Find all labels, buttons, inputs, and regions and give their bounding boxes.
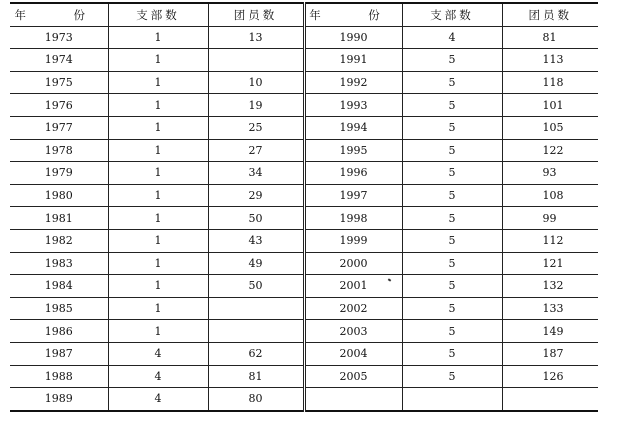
branches-cell: 5 — [402, 229, 502, 252]
members-cell: 122 — [502, 139, 598, 162]
table-row — [10, 71, 598, 94]
branches-cell: 1 — [108, 207, 208, 230]
members-cell: 27 — [208, 139, 304, 162]
members-cell: 50 — [208, 207, 304, 230]
year-cell: 1974 — [10, 49, 108, 72]
table-row — [10, 229, 598, 252]
members-cell: 113 — [502, 49, 598, 72]
members-cell: 108 — [502, 184, 598, 207]
header-members-left: 团员数 — [208, 3, 304, 26]
members-cell — [208, 320, 304, 343]
members-cell: 34 — [208, 162, 304, 185]
year-cell: 1994 — [304, 116, 402, 139]
table-row — [10, 26, 598, 49]
header-branches-left: 支部数 — [108, 3, 208, 26]
year-cell: 2003 — [304, 320, 402, 343]
branches-cell: 5 — [402, 184, 502, 207]
table-row — [10, 388, 598, 411]
year-cell: 1999 — [304, 229, 402, 252]
branches-cell: 1 — [108, 252, 208, 275]
branches-cell: 1 — [108, 162, 208, 185]
members-cell: 80 — [208, 388, 304, 411]
year-cell: 1973 — [10, 26, 108, 49]
year-cell: 1998 — [304, 207, 402, 230]
table-row — [10, 342, 598, 365]
branches-cell: 5 — [402, 342, 502, 365]
members-cell: 81 — [208, 365, 304, 388]
branches-cell: 1 — [108, 49, 208, 72]
branches-cell: 4 — [108, 388, 208, 411]
year-cell: 1983 — [10, 252, 108, 275]
table-row — [10, 139, 598, 162]
year-cell: 1997 — [304, 184, 402, 207]
branches-cell: 4 — [108, 365, 208, 388]
table-row — [10, 252, 598, 275]
members-cell: 187 — [502, 342, 598, 365]
table-row — [10, 184, 598, 207]
members-cell — [502, 388, 598, 411]
year-cell: 2005 — [304, 365, 402, 388]
members-cell: 118 — [502, 71, 598, 94]
branches-cell: 5 — [402, 207, 502, 230]
table-row — [10, 94, 598, 117]
branches-cell: 5 — [402, 365, 502, 388]
table-row — [10, 116, 598, 139]
year-cell: 1982 — [10, 229, 108, 252]
members-cell: 126 — [502, 365, 598, 388]
year-cell: 1986 — [10, 320, 108, 343]
branches-cell: 1 — [108, 229, 208, 252]
header-members-right: 团员数 — [502, 3, 598, 26]
members-cell — [208, 49, 304, 72]
header-year-right: 年 份 — [304, 3, 402, 26]
table-header-row — [10, 3, 598, 26]
year-cell: 1977 — [10, 116, 108, 139]
header-branches-right: 支部数 — [402, 3, 502, 26]
table-row — [10, 320, 598, 343]
year-cell: 1979 — [10, 162, 108, 185]
branches-cell: 1 — [108, 297, 208, 320]
members-cell: 62 — [208, 342, 304, 365]
members-cell: 132 — [502, 275, 598, 298]
year-cell: 2001 — [304, 275, 402, 298]
table-row — [10, 207, 598, 230]
branches-cell: 1 — [108, 184, 208, 207]
year-cell: 1991 — [304, 49, 402, 72]
branches-cell: 1 — [108, 116, 208, 139]
members-cell: 101 — [502, 94, 598, 117]
branches-cell: 1 — [108, 94, 208, 117]
year-cell: 1988 — [10, 365, 108, 388]
members-cell: 112 — [502, 229, 598, 252]
year-cell: 1990 — [304, 26, 402, 49]
branches-cell: 5 — [402, 320, 502, 343]
branches-cell: 1 — [108, 26, 208, 49]
year-cell: 1987 — [10, 342, 108, 365]
branches-cell: 5 — [402, 71, 502, 94]
year-cell: 1975 — [10, 71, 108, 94]
table-row — [10, 365, 598, 388]
year-cell: 2004 — [304, 342, 402, 365]
branches-cell: 1 — [108, 320, 208, 343]
year-cell: 1976 — [10, 94, 108, 117]
year-cell: 1980 — [10, 184, 108, 207]
members-cell: 29 — [208, 184, 304, 207]
branches-cell: 5 — [402, 116, 502, 139]
members-cell: 13 — [208, 26, 304, 49]
year-cell: 1995 — [304, 139, 402, 162]
members-cell: 105 — [502, 116, 598, 139]
branches-cell: 5 — [402, 252, 502, 275]
header-year-left: 年 份 — [10, 3, 108, 26]
branches-cell: 5 — [402, 139, 502, 162]
members-cell: 149 — [502, 320, 598, 343]
members-cell: 133 — [502, 297, 598, 320]
members-cell: 50 — [208, 275, 304, 298]
year-cell: 1992 — [304, 71, 402, 94]
branches-cell: 5 — [402, 94, 502, 117]
members-cell: 10 — [208, 71, 304, 94]
branches-cell: 5 — [402, 49, 502, 72]
year-cell: 1996 — [304, 162, 402, 185]
table-row — [10, 297, 598, 320]
table-row — [10, 275, 598, 298]
league-statistics-table — [10, 2, 598, 412]
branches-cell: 4 — [108, 342, 208, 365]
table-row — [10, 162, 598, 185]
branches-cell: 5 — [402, 275, 502, 298]
table-row — [10, 49, 598, 72]
branches-cell: 5 — [402, 162, 502, 185]
members-cell — [208, 297, 304, 320]
members-cell: 19 — [208, 94, 304, 117]
branches-cell: 1 — [108, 139, 208, 162]
year-cell: 2000 — [304, 252, 402, 275]
members-cell: 121 — [502, 252, 598, 275]
members-cell: 81 — [502, 26, 598, 49]
members-cell: 25 — [208, 116, 304, 139]
year-cell: 1981 — [10, 207, 108, 230]
branches-cell: 4 — [402, 26, 502, 49]
branches-cell: 1 — [108, 71, 208, 94]
table-body — [10, 26, 598, 411]
year-cell: 1993 — [304, 94, 402, 117]
members-cell: 93 — [502, 162, 598, 185]
year-cell: 1978 — [10, 139, 108, 162]
members-cell: 43 — [208, 229, 304, 252]
members-cell: 99 — [502, 207, 598, 230]
year-cell: 1984 — [10, 275, 108, 298]
year-cell: 1989 — [10, 388, 108, 411]
members-cell: 49 — [208, 252, 304, 275]
branches-cell — [402, 388, 502, 411]
year-cell: 2002 — [304, 297, 402, 320]
year-cell — [304, 388, 402, 411]
year-cell: 1985 — [10, 297, 108, 320]
branches-cell: 5 — [402, 297, 502, 320]
branches-cell: 1 — [108, 275, 208, 298]
